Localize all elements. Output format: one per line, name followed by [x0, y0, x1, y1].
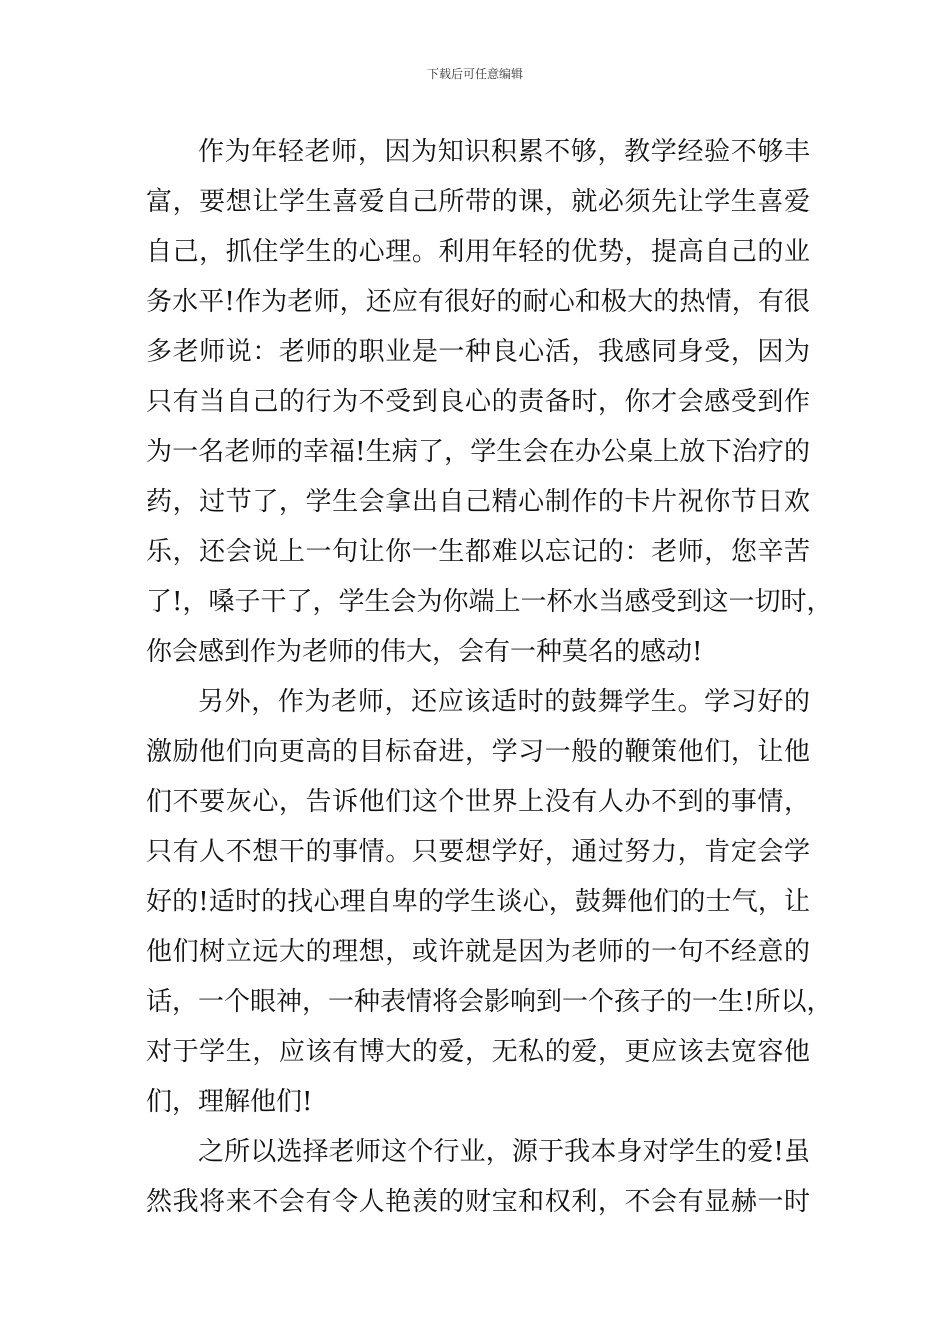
text-line: 好的!适时的找心理自卑的学生谈心，鼓舞他们的士气，让 [146, 887, 810, 917]
text-line: 另外，作为老师，还应该适时的鼓舞学生。学习好的 [198, 687, 810, 717]
text-line: 自己，抓住学生的心理。利用年轻的优势，提高自己的业 [146, 237, 810, 267]
text-line: 作为年轻老师，因为知识积累不够，教学经验不够丰 [198, 137, 810, 167]
text-line: 只有当自己的行为不受到良心的责备时，你才会感受到作 [146, 387, 810, 417]
text-line: 对于学生，应该有博大的爱，无私的爱，更应该去宽容他 [146, 1037, 810, 1067]
text-line: 激励他们向更高的目标奋进，学习一般的鞭策他们，让他 [146, 737, 810, 767]
text-line: 多老师说：老师的职业是一种良心活，我感同身受，因为 [146, 337, 810, 367]
text-line: 了!，嗓子干了，学生会为你端上一杯水当感受到这一切时， [146, 587, 833, 617]
text-line: 富，要想让学生喜爱自己所带的课，就必须先让学生喜爱 [146, 187, 810, 217]
text-line: 务水平!作为老师，还应有很好的耐心和极大的热情，有很 [146, 287, 810, 317]
document-body [146, 127, 833, 1227]
text-line: 们，理解他们! [146, 1087, 313, 1117]
text-line: 为一名老师的幸福!生病了，学生会在办公桌上放下治疗的 [146, 437, 810, 467]
text-line: 然我将来不会有令人艳羡的财宝和权利，不会有显赫一时 [146, 1187, 810, 1217]
paragraph-1 [146, 127, 833, 677]
text-line: 只有人不想干的事情。只要想学好，通过努力，肯定会学 [146, 837, 810, 867]
text-line: 你会感到作为老师的伟大，会有一种莫名的感动! [146, 637, 703, 667]
paragraph-2 [146, 677, 833, 1127]
text-line: 他们树立远大的理想，或许就是因为老师的一句不经意的 [146, 937, 810, 967]
page-header-note: 下载后可任意编辑 [426, 67, 523, 81]
text-line: 们不要灰心，告诉他们这个世界上没有人办不到的事情， [146, 787, 810, 817]
paragraph-3 [146, 1127, 810, 1227]
text-line: 之所以选择老师这个行业，源于我本身对学生的爱!虽 [198, 1137, 810, 1167]
text-line: 药，过节了，学生会拿出自己精心制作的卡片祝你节日欢 [146, 487, 810, 517]
text-line: 乐，还会说上一句让你一生都难以忘记的：老师，您辛苦 [146, 537, 810, 567]
text-line: 话，一个眼神，一种表情将会影响到一个孩子的一生!所以， [146, 987, 833, 1017]
